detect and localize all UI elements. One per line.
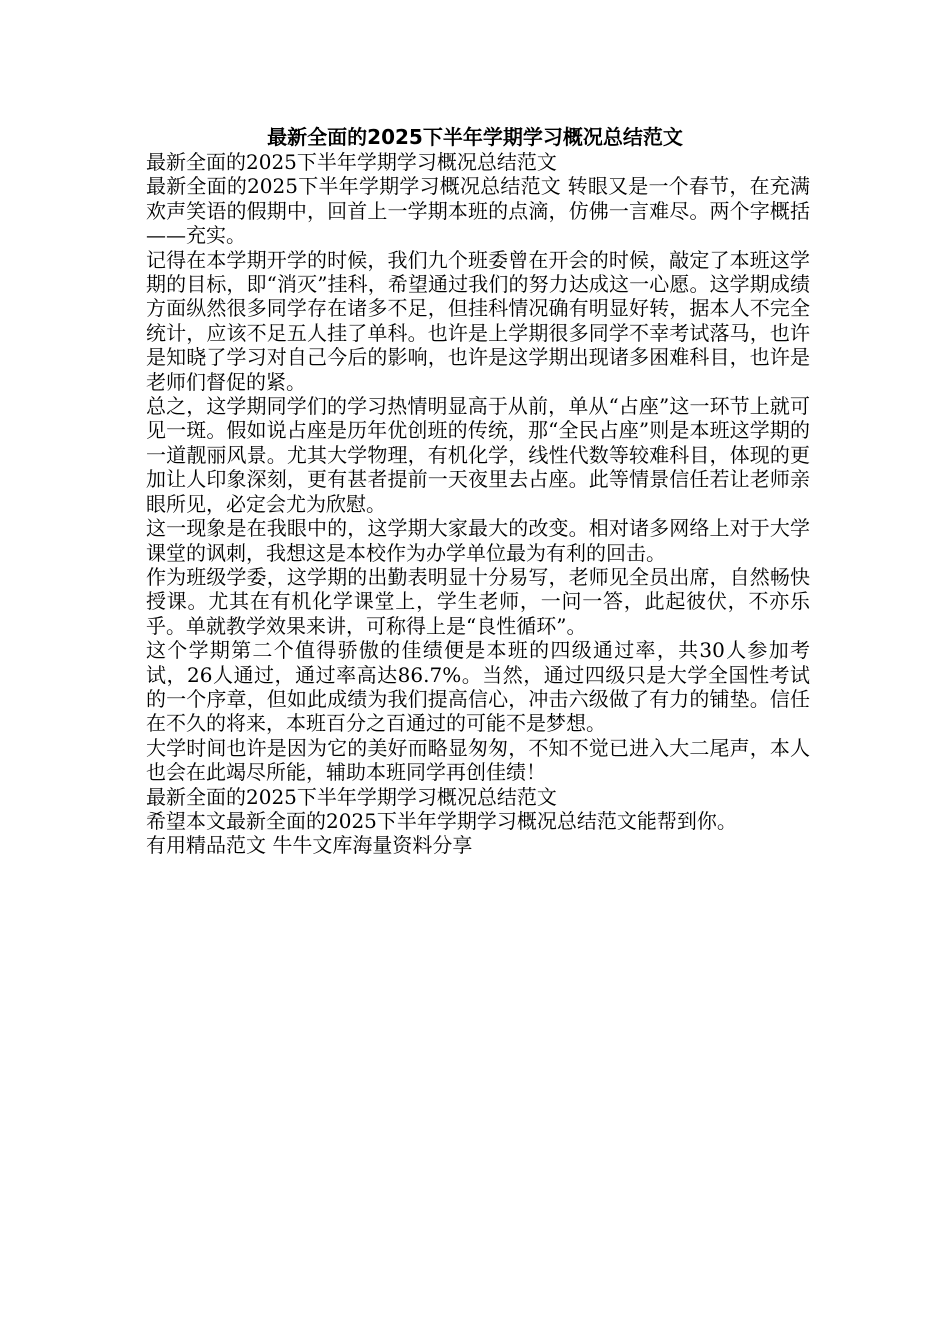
paragraph-attendance: 作为班级学委，这学期的出勤表明显十分易写，老师见全员出席，自然畅快授课。尤其在有机化学课堂上，学生老师，一问一答，此起彼伏，不亦乐乎。单就教学效果来讲，可称得上是“良性循环”。: [146, 564, 810, 638]
paragraph-footer-wish: 希望本文最新全面的2025下半年学期学习概况总结范文能帮到你。: [146, 808, 737, 833]
paragraph-footer-source: 有用精品范文 牛牛文库海量资料分享: [146, 833, 473, 858]
paragraph-semester-goal: 记得在本学期开学的时候，我们九个班委曾在开会的时候，敲定了本班这学期的目标，即“消灭”挂科，希望通过我们的努力达成这一心愿。这学期成绩方面纵然很多同学存在诸多不足，但挂科情况确有明显好转，据本人不完全统计，应该不足五人挂了单科。也许是上学期很多同学不幸考试落马，也许是知晓了学习对自己今后的影响，也许是这学期出现诸多困难科目，也许是老师们督促的紧。: [146, 247, 810, 394]
paragraph-closing: 大学时间也许是因为它的美好而略显匆匆，不知不觉已进入大二尾声，本人也会在此竭尽所能，辅助本班同学再创佳绩！: [146, 735, 810, 785]
paragraph-biggest-change: 这一现象是在我眼中的，这学期大家最大的改变。相对诸多网络上对于大学课堂的讽刺，我想这是本校作为办学单位最为有利的回击。: [146, 516, 810, 565]
document-title: 最新全面的2025下半年学期学习概况总结范文: [267, 125, 683, 149]
paragraph-study-enthusiasm: 总之，这学期同学们的学习热情明显高于从前，单从“占座”这一环节上就可见一斑。假如说占座是历年优创班的传统，那“全民占座”则是本班这学期的一道靓丽风景。尤其大学物理，有机化学，线性代数等较难科目，体现的更加让人印象深刻，更有甚者提前一天夜里去占座。此等情景信任若让老师亲眼所见，必定会尤为欣慰。: [146, 394, 810, 516]
paragraph-footer-title: 最新全面的2025下半年学期学习概况总结范文: [146, 784, 557, 809]
paragraph-repeated-title: 最新全面的2025下半年学期学习概况总结范文: [146, 150, 557, 174]
paragraph-cet4-results: 这个学期第二个值得骄傲的佳绩便是本班的四级通过率，共30人参加考试，26人通过，通过率高达86.7%。当然，通过四级只是大学全国性考试的一个序章，但如此成绩为我们提高信心，冲击六级做了有力的铺垫。信任在不久的将来，本班百分之百通过的可能不是梦想。: [146, 638, 810, 736]
paragraph-intro: 最新全面的2025下半年学期学习概况总结范文 转眼又是一个春节，在充满欢声笑语的假期中，回首上一学期本班的点滴，仿佛一言难尽。两个字概括——充实。: [146, 174, 810, 248]
document-body: [146, 150, 810, 858]
